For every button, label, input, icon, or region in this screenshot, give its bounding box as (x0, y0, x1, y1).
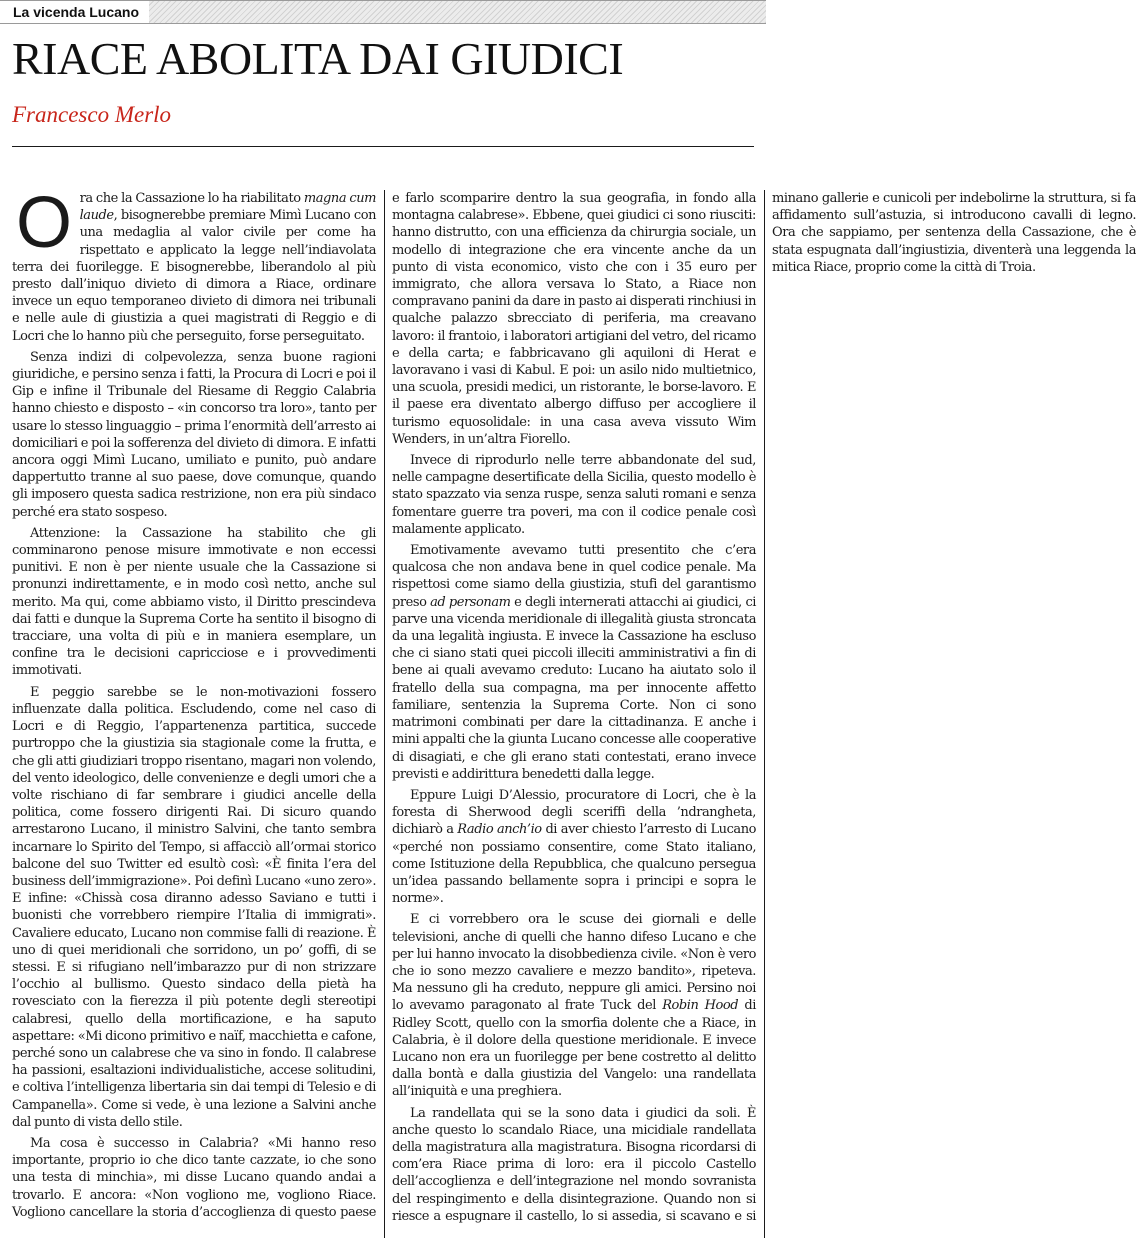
paragraph-7 (392, 542, 756, 783)
paragraph-1-text-b: , bisognerebbe premiare Mimì Lucano con una medaglia al valor civile per come ha rispettato e applicato la legge nell’indiavolata terra dei fuorilegge. E bisognerebbe, liberandolo al più presto dall’iniquo divieto di dimora a Riace, ordinare invece un equo temporaneo divieto di dimora nei tribunali e nelle aule di giustizia a quei magistrati di Reggio e di Locri che lo hanno più che perseguito, forse perseguitato. (12, 208, 376, 344)
section-label: La vicenda Lucano (0, 1, 149, 23)
paragraph-8 (392, 787, 756, 907)
paragraph-7-text-a: Emotivamente avevamo tutti presentito che c’era qualcosa che non andava bene in quel codice penale. Ma rispettosi come siamo della giustizia, stufi del garantismo preso (392, 543, 756, 610)
paragraph-1 (12, 183, 376, 345)
drop-cap: O (16, 183, 72, 263)
paragraph-9-text-a: E ci vorrebbero ora le scuse dei giornali e delle televisioni, anche di quelli che hanno difeso Lucano e che per lui hanno invocato la disobbedienza civile. «Non è vero che io sono mezzo cavaliere e mezzo bandito», ripeteva. Ma nessuno gli ha creduto, neppure gli amici. Persino noi lo avevamo paragonato al frate Tuck del (392, 912, 756, 1014)
section-bar (0, 0, 766, 24)
paragraph-8-text-a: Eppure Luigi D’Alessio, procuratore di Locri, che è la foresta di Sherwood degli sceriffi della ’ndrangheta, dichiarò a (392, 787, 756, 838)
paragraph-8-text-b: di aver chiesto l’arresto di Lucano «perché non possiamo consentire, come Stato italiano, come Istituzione della Repubblica, che qualcuno persegua un’idea passando bellamente sopra i principi e sopra le norme». (392, 822, 756, 907)
paragraph-5: Ma cosa è successo in Calabria? «Mi hanno reso importante, proprio io che dico tante cazzate, io che sono una testa di minchia», mi disse Lucano quando andai a trovarlo. E ancora: «Non vogliono me, vogliono Riace. Vogliono cancellare la storia d’accoglienza di questo paese e farlo scomparire dentro la sua geografia, in fondo alla montagna calabrese». Ebbene, quei giudici ci sono riusciti: hanno distrutto, con una efficienza da chirurgia sociale, un modello di integrazione che era vincente anche da un punto di vista economico, visto che con i 35 euro per immigrato, che allora versava lo Stato, a Riace non compravano panini da dare in pasto ai disperati rinchiusi in qualche palazzo sbrecciato di periferia, ma creavano lavoro: il frantoio, i laboratori artigiani del vetro, del ricamo e della carta; e fabbricavano gli aquiloni di Herat e lavoravano i vasi di Kabul. E poi: un asilo nido multietnico, una scuola, presidi medici, un ristorante, le borse-lavoro. E il paese era diventato albergo diffuso per accogliere il turismo equosolidale: in una casa aveva vissuto Wim Wenders, in un’altra Fiorello. (12, 191, 756, 1220)
article-body (12, 183, 1136, 1238)
paragraph-1-italic: magna cum laude (79, 191, 376, 224)
byline: Francesco Merlo (12, 102, 172, 127)
headline: RIACE ABOLITA DAI GIUDICI (12, 33, 624, 84)
paragraph-4: E peggio sarebbe se le non-motivazioni fossero influenzate dalla politica. Escludendo, come nel caso di Locri e di Reggio, l’appartenenza partitica, succede purtroppo che la giustizia sia stagionale come la frutta, e che gli atti giudiziari troppo risentano, magari non volendo, del vento ideologico, delle convenienze e degli umori che a volte rischiano di far sembrare i giudici ancelle della politica, come fossero dirigenti Rai. Di sicuro quando arrestarono Lucano, il ministro Salvini, che tanto sembra incarnare lo Spirito del Tempo, si affacciò all’ormai storico balcone del suo Twitter ed esultò così: «È finita l’era del business dell’immigrazione». Poi definì Lucano «uno zero». E infine: «Chissà cosa diranno adesso Saviano e tutti i buonisti che vorrebbero riempire l’Italia di immigrati». Cavaliere educato, Lucano non commise falli di reazione. È uno di quei meridionali che sorridono, un po’ goffi, di se stessi. E si rifugiano nell’imbarazzo pur di non strizzare l’occhio al bullismo. Questo sindaco della pietà ha rovesciato con la fierezza il più potente degli stereotipi calabresi, quello della mortificazione, e ha saputo aspettare: «Mi dicono primitivo e naïf, macchietta e cafone, perché sono un calabrese che va sino in fondo. Il calabrese ha passioni, esaltazioni individualistiche, accese solitudini, e coltiva l’intelligenza libertaria sin dai tempi di Telesio e di Campanella». Come si vede, è una lezione a Salvini anche dal punto di vista dello stile. (12, 684, 376, 1130)
paragraph-9-italic: Robin Hood (662, 998, 739, 1014)
paragraph-3: Attenzione: la Cassazione ha stabilito che gli comminarono penose misure immotivate e non eccessi punitivi. E non è per niente usuale che la Cassazione si pronunzi indirettamente, e in modo così netto, anche sul merito. Ma qui, come abbiamo visto, il Diritto prescindeva dai fatti e dunque la Suprema Corte ha sentito il bisogno di tracciare, una volta di più e in maniera esemplare, un confine tra le decisioni capricciose e i provvedimenti immotivati. (12, 525, 376, 679)
paragraph-8-italic: Radio anch’io (457, 822, 542, 838)
paragraph-7-text-b: e degli internerati attacchi ai giudici, ci parve una vicenda meridionale di illegalità giusta stroncata da una legalità ingiusta. E invece la Cassazione ha escluso che ci siano stati quei piccoli illeciti amministrativi a fin di bene ai quali avevamo creduto: Lucano ha aiutato solo il fratello della sua compagna, ma per innocente affetto familiare, sentenzia la Suprema Corte. Non ci sono matrimoni combinati per dare la cittadinanza. E anche i mini appalti che la giunta Lucano concesse alle cooperative di disagiati, e che gli erano stati contestati, erano invece previsti e addirittura benedetti dalla legge. (392, 594, 757, 782)
paragraph-7-italic: ad personam (430, 594, 511, 610)
paragraph-6: Invece di riprodurlo nelle terre abbandonate del sud, nelle campagne desertificate della Sicilia, questo modello è stato spazzato via senza ruspe, senza saluti romani e senza fomentare guerre tra poveri, ma con il codice penale così malamente applicato. (392, 453, 756, 537)
paragraph-1-text-a: ra che la Cassazione lo ha riabilitato (79, 191, 304, 206)
paragraph-10: La randellata qui se la sono data i giudici da soli. È anche questo lo scandalo Riace, una micidiale randellata della magistratura alla magistratura. Bisogna ricordarsi di com’era Riace prima di loro: era il piccolo Castello dell’accoglienza e dell’integrazione nel mondo sovranista del respingimento e della disintegrazione. Quando non si riesce a espugnare il castello, lo si assedia, si scavano e si minano gallerie e cunicoli per indebolirne la struttura, si fa affidamento sull’astuzia, si introducono cavalli di legno. Ora che sappiamo, per sentenza della Cassazione, che è stata espugnata dall’ingiustizia, diventerà una leggenda la mitica Riace, proprio come la città di Troia. (392, 191, 1136, 1224)
paragraph-9-text-b: di Ridley Scott, quello con la smorfia dolente che a Riace, in Calabria, è il dolore della questione meridionale. E invece Lucano non era un fuorilegge per bene costretto al delitto dalla bontà e dalla giustizia del Vangelo: una randellata all’iniquità e una preghiera. (392, 998, 756, 1100)
paragraph-2: Senza indizi di colpevolezza, senza buone ragioni giuridiche, e persino senza i fatti, la Procura di Locri e poi il Gip e infine il Tribunale del Riesame di Reggio Calabria hanno chiesto e disposto – «in concorso tra loro», tanto per usare lo stesso linguaggio – prima l’enormità dell’arresto ai domiciliari e poi la sofferenza del divieto di dimora. E infatti ancora oggi Mimì Lucano, umiliato e punito, può andare dappertutto tranne al suo paese, dove comunque, quando gli imposero questa sadica restrizione, non era più sindaco perché era stato sospeso. (12, 349, 376, 520)
paragraph-9 (392, 911, 756, 1100)
headline-divider (12, 146, 754, 147)
